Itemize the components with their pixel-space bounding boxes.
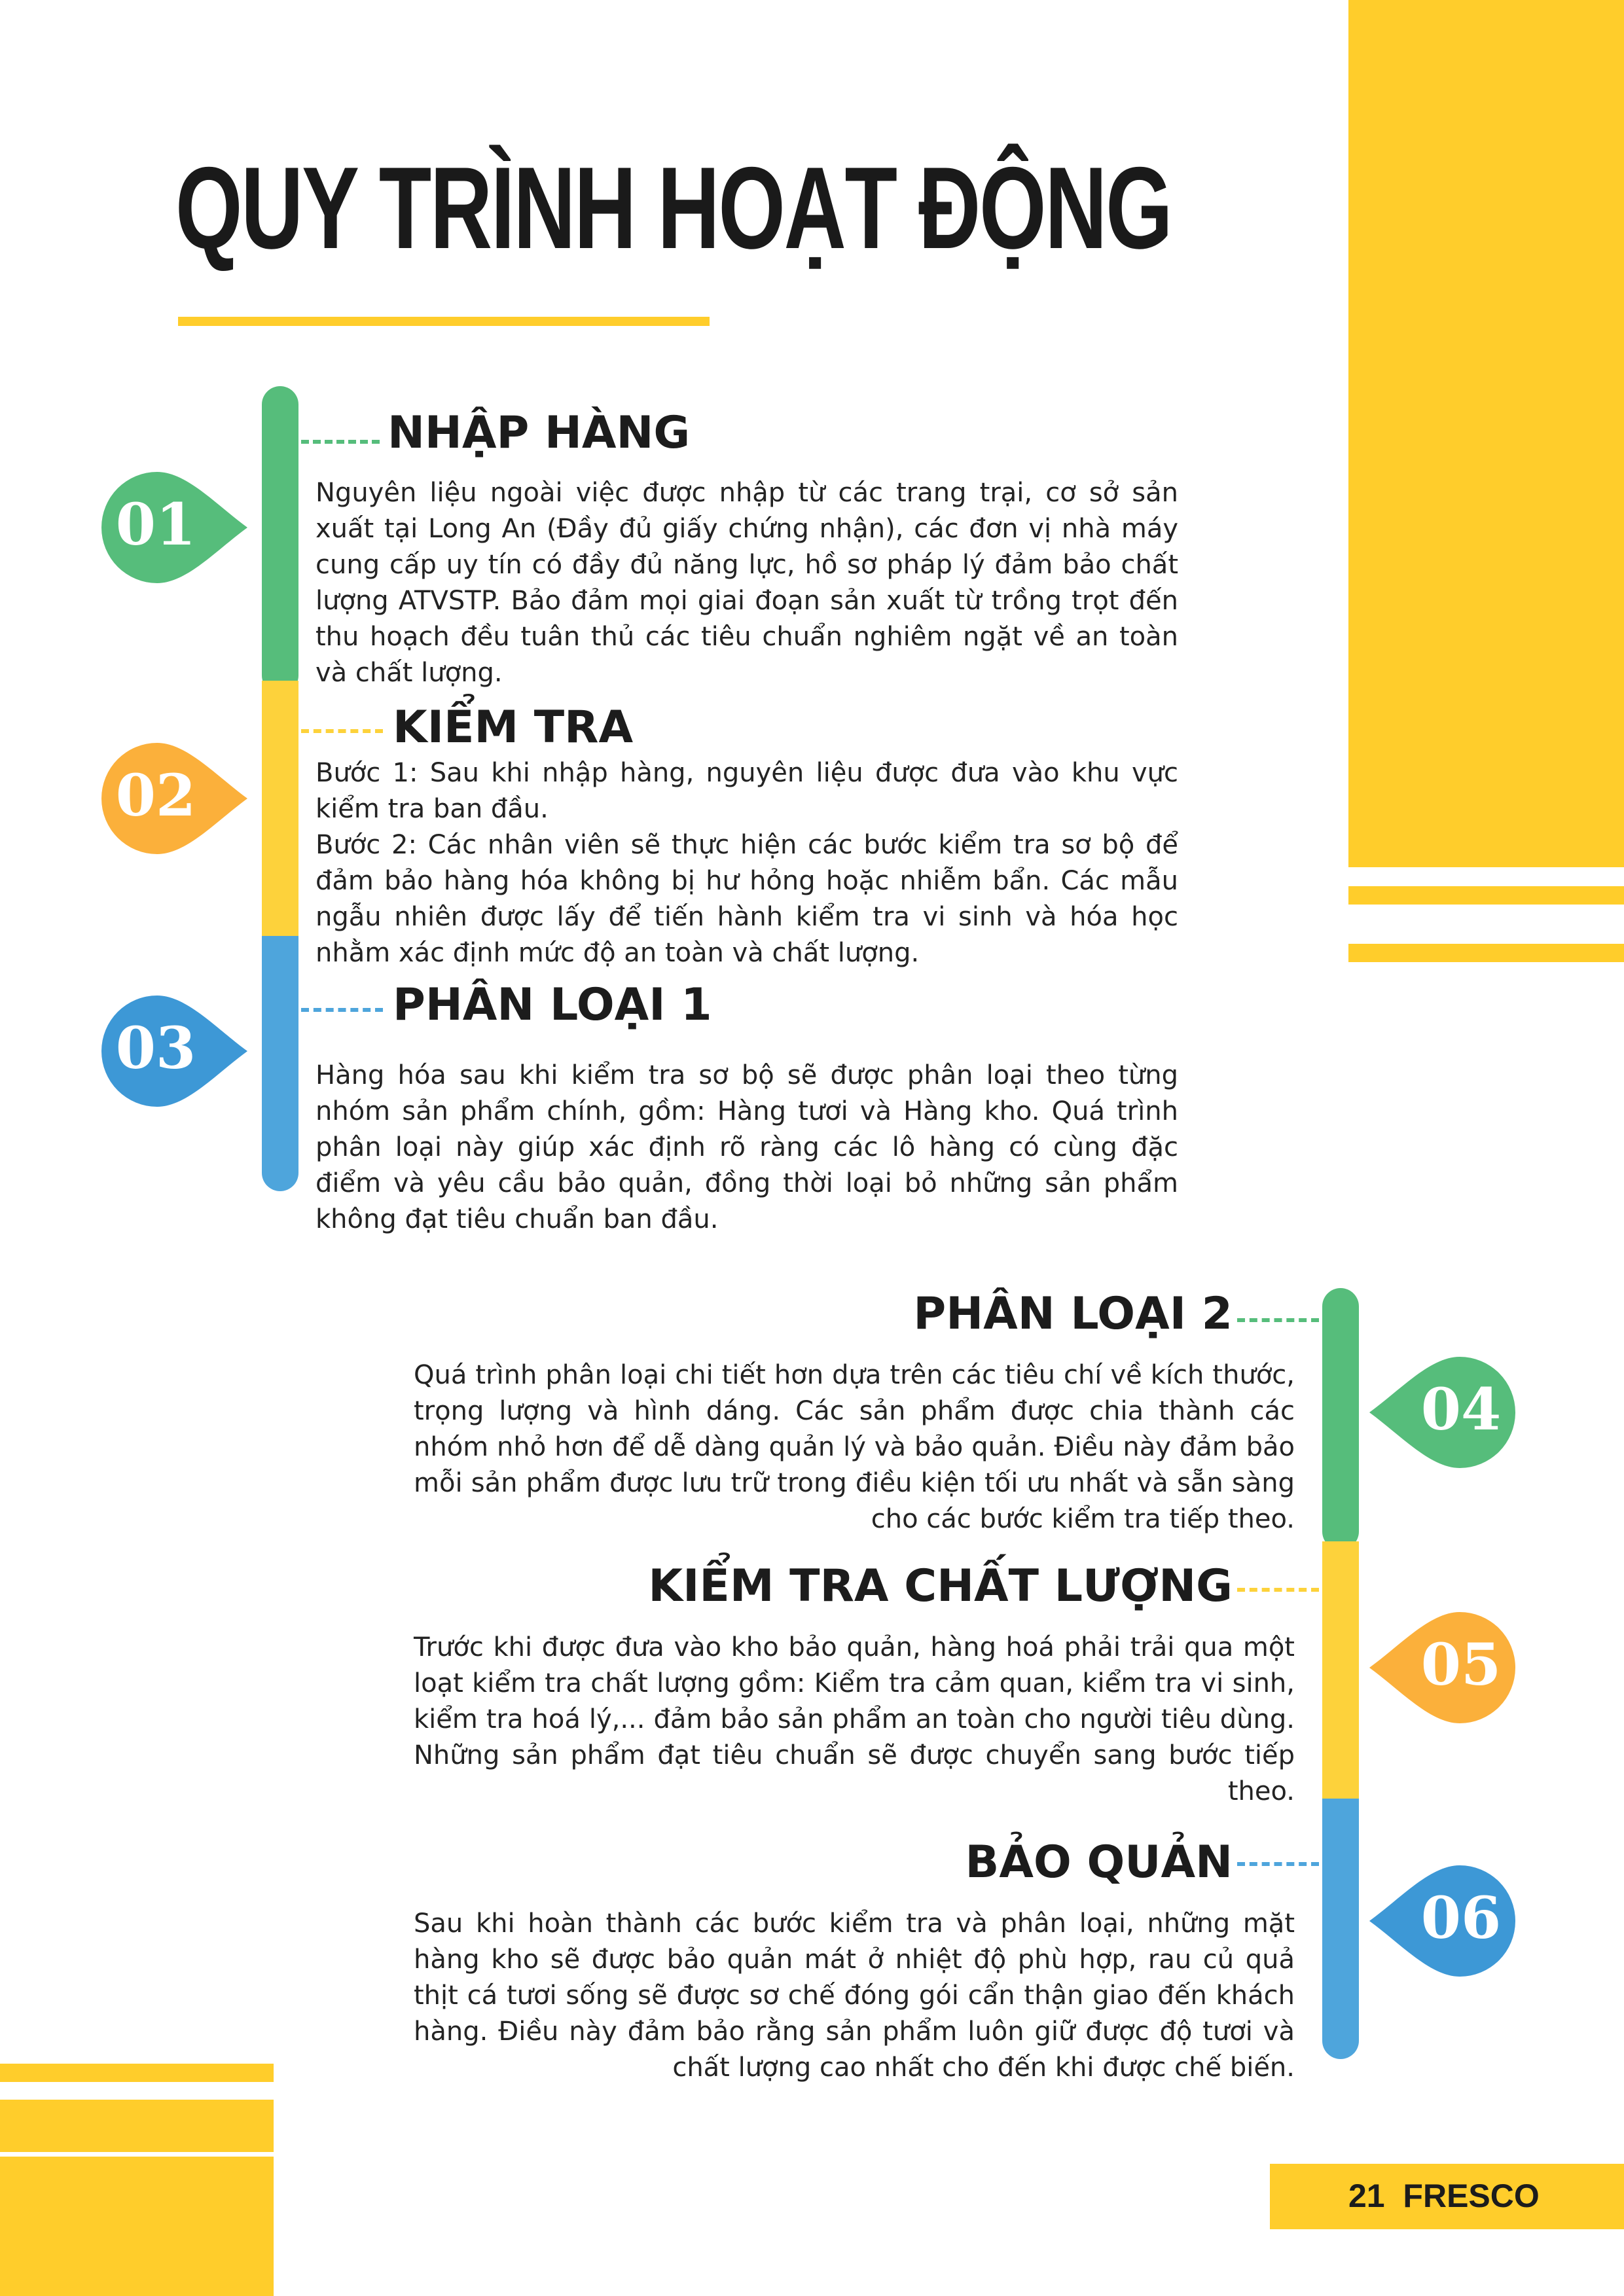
connector-04 — [1237, 1318, 1319, 1322]
step-01-badge — [98, 469, 249, 586]
step-04-heading: PHÂN LOẠI 2 — [913, 1288, 1233, 1340]
step-05-body — [414, 1630, 1295, 1810]
step-03-paragraph: Hàng hóa sau khi kiểm tra sơ bộ sẽ được phân loại theo từng nhóm sản phẩm chính, gồm: Hàng tươi và Hàng kho. Quá trình phân loại này giúp xác định rõ ràng các lô hàng có cùng đặc điểm và yêu cầu bảo quản, đồng thời loại bỏ những sản phẩm không đạt tiêu chuẩn ban đầu. — [316, 1060, 1178, 1234]
step-02-badge — [98, 740, 249, 857]
step-02-paragraph-1: Bước 1: Sau khi nhập hàng, nguyên liệu được đưa vào khu vực kiểm tra ban đầu. — [316, 758, 1178, 824]
step-02-body — [316, 755, 1178, 971]
step-04-paragraph: Quá trình phân loại chi tiết hơn dựa trên các tiêu chí về kích thước, trọng lượng và hình dáng. Các sản phẩm được chia thành các nhóm nhỏ hơn để dễ dàng quản lý và bảo quản. Điều này đảm bảo mỗi sản phẩm được lưu trữ trong điều kiện tối ưu nhất và sẵn sàng cho các bước kiểm tra tiếp theo. — [414, 1360, 1295, 1534]
title-underline — [178, 317, 710, 326]
step-06-heading: BẢO QUẢN — [965, 1837, 1233, 1888]
pin-shape-icon — [98, 992, 249, 1110]
step-05-heading: KIỂM TRA CHẤT LƯỢNG — [648, 1560, 1233, 1612]
connector-01 — [301, 440, 380, 444]
step-01-body — [316, 475, 1178, 691]
step-03-number: 03 — [115, 1014, 196, 1082]
top-right-accent-stripe-2 — [1348, 944, 1624, 962]
connector-05 — [1237, 1588, 1319, 1592]
step-06-number: 06 — [1420, 1884, 1502, 1952]
pin-shape-icon — [1368, 1354, 1519, 1471]
step-02-heading: KIỂM TRA — [393, 702, 634, 753]
footer-label — [1348, 2177, 1540, 2215]
step-04-number: 04 — [1420, 1375, 1502, 1443]
step-05-badge — [1368, 1609, 1519, 1727]
pin-shape-icon — [1368, 1862, 1519, 1980]
step-06-paragraph: Sau khi hoàn thành các bước kiểm tra và phân loại, những mặt hàng kho sẽ được bảo quản mát ở nhiệt độ phù hợp, rau củ quả thịt cá tươi sống sẽ được sơ chế đóng gói cẩn thận giao đến khách hàng. Điều này đảm bảo rằng sản phẩm luôn giữ được độ tươi và chất lượng cao nhất cho đến khi được chế biến. — [414, 1909, 1295, 2083]
pin-shape-icon — [98, 469, 249, 586]
top-right-accent-stripe-1 — [1348, 886, 1624, 905]
pin-shape-icon — [98, 740, 249, 857]
step-05-paragraph: Trước khi được đưa vào kho bảo quản, hàng hoá phải trải qua một loạt kiểm tra chất lượng gồm: Kiểm tra cảm quan, kiểm tra vi sinh, kiểm tra hoá lý,... đảm bảo sản phẩm an toàn cho người tiêu dùng. Những sản phẩm đạt tiêu chuẩn sẽ được chuyển sang bước tiếp theo. — [414, 1632, 1295, 1806]
connector-06 — [1237, 1862, 1319, 1866]
step-06-badge — [1368, 1862, 1519, 1980]
page-title: QUY TRÌNH HOẠT ĐỘNG — [175, 143, 1172, 273]
top-right-accent-block — [1348, 0, 1624, 867]
step-03-badge — [98, 992, 249, 1110]
timeline-segment-04 — [1322, 1288, 1359, 1550]
step-03-body — [316, 1058, 1178, 1238]
bottom-left-accent-stripe-1 — [0, 2064, 274, 2082]
timeline-segment-06 — [1322, 1799, 1359, 2059]
pin-shape-icon — [1368, 1609, 1519, 1727]
brand-name: FRESCO — [1403, 2178, 1540, 2214]
timeline-segment-02 — [262, 681, 298, 949]
step-05-number: 05 — [1420, 1630, 1502, 1698]
bottom-left-accent-stripe-2 — [0, 2100, 274, 2152]
step-04-body — [414, 1357, 1295, 1537]
step-02-paragraph-2: Bước 2: Các nhân viên sẽ thực hiện các bước kiểm tra sơ bộ để đảm bảo hàng hóa không bị hư hỏng hoặc nhiễm bẩn. Các mẫu ngẫu nhiên được lấy để tiến hành kiểm tra vi sinh và hóa học nhằm xác định mức độ an toàn và chất lượng. — [316, 830, 1178, 968]
step-03-heading: PHÂN LOẠI 1 — [393, 979, 712, 1031]
connector-03 — [301, 1008, 383, 1012]
step-01-paragraph: Nguyên liệu ngoài việc được nhập từ các trang trại, cơ sở sản xuất tại Long An (Đầy đủ giấy chứng nhận), các đơn vị nhà máy cung cấp uy tín có đầy đủ năng lực, hồ sơ pháp lý đảm bảo chất lượng ATVSTP. Bảo đảm mọi giai đoạn sản xuất từ trồng trọt đến thu hoạch đều tuân thủ các tiêu chuẩn nghiêm ngặt về an toàn và chất lượng. — [316, 478, 1178, 688]
timeline-segment-05 — [1322, 1541, 1359, 1806]
timeline-segment-01 — [262, 386, 298, 694]
step-02-number: 02 — [115, 761, 196, 829]
step-04-badge — [1368, 1354, 1519, 1471]
step-06-body — [414, 1906, 1295, 2086]
step-01-number: 01 — [115, 490, 196, 558]
page-number: 21 — [1348, 2178, 1385, 2214]
bottom-left-accent-block — [0, 2157, 274, 2296]
step-01-heading: NHẬP HÀNG — [388, 407, 691, 459]
connector-02 — [301, 729, 383, 733]
timeline-segment-03 — [262, 936, 298, 1191]
